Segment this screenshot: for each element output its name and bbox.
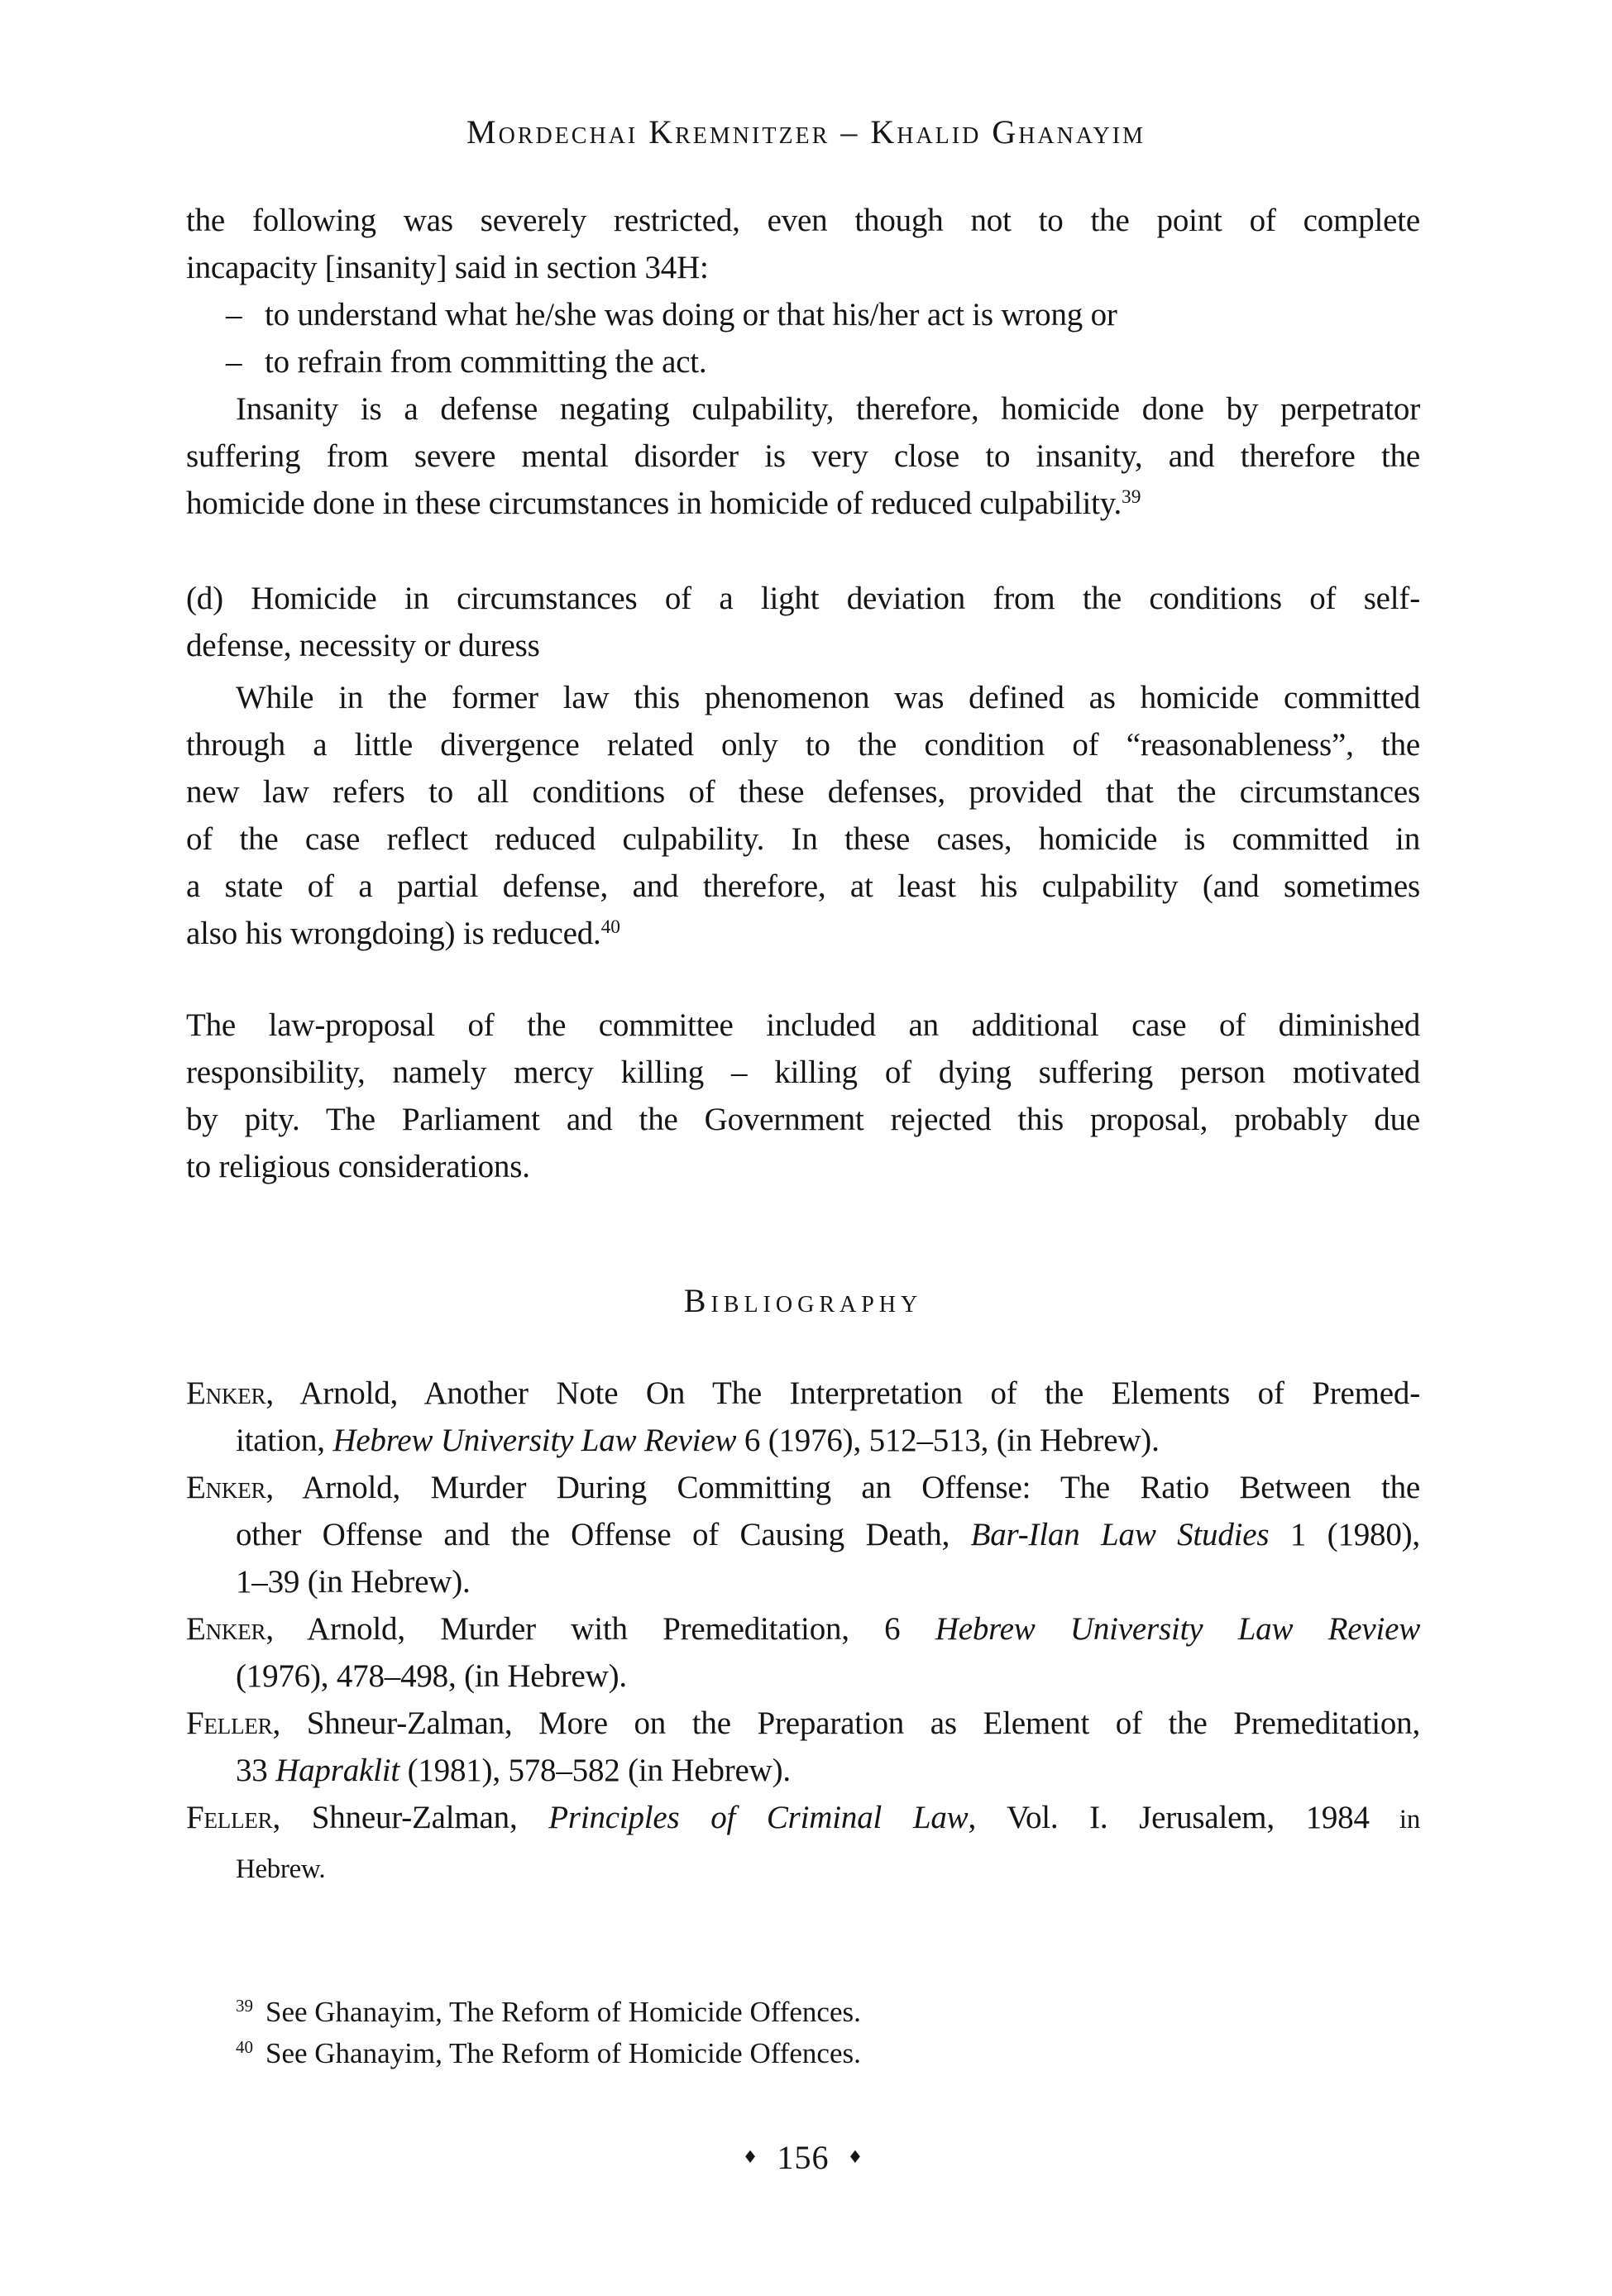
text-segment: in — [1369, 1805, 1420, 1834]
text-line — [186, 1558, 1420, 1605]
text-segment: See Ghanayim, The Reform of Homicide Offences. — [265, 1996, 861, 2028]
footnote-marker: 39 — [1122, 486, 1141, 509]
text-segment: Hebrew University Law Review — [935, 1611, 1421, 1647]
text-line — [186, 622, 1420, 669]
text-segment: a state of a partial defense, and therefore, at least his culpability (and sometimes — [186, 868, 1420, 904]
text-segment: Hebrew University Law Review — [332, 1423, 737, 1458]
text-line — [186, 197, 1420, 244]
text-segment: homicide done in these circumstances in homicide of reduced culpability. — [186, 486, 1122, 521]
paragraph-law-proposal — [186, 1002, 1420, 1190]
text-segment: Hapraklit — [275, 1753, 400, 1788]
text-segment: , Shneur-Zalman, More on the Preparation as Element of the Premeditation, — [272, 1705, 1420, 1741]
paragraph-insanity — [186, 385, 1420, 532]
text-segment: to refrain from committing the act. — [265, 344, 707, 380]
text-segment: to understand what he/she was doing or that his/her act is wrong or — [265, 297, 1117, 332]
text-segment: Enker — [186, 1375, 266, 1411]
paragraph-intro — [186, 197, 1420, 291]
text-segment: Enker — [186, 1611, 266, 1647]
text-segment: defense, necessity or duress — [186, 628, 540, 663]
diamond-ornament-left: ♦ — [742, 2147, 759, 2167]
dash-marker: – — [226, 344, 242, 380]
footnotes — [186, 1993, 1420, 2076]
bibliography-entry — [186, 1700, 1420, 1794]
text-segment: Feller — [186, 1705, 273, 1741]
text-segment: The law-proposal of the committee included an additional case of diminished — [186, 1007, 1420, 1043]
running-head: Mordechai Kremnitzer – Khalid Ghanayim — [466, 113, 1146, 151]
text-line — [186, 1747, 1420, 1794]
text-segment: Enker — [186, 1470, 266, 1505]
text-segment: Feller — [186, 1800, 273, 1835]
text-line — [186, 1143, 1420, 1190]
text-segment: Bar-Ilan Law Studies — [970, 1517, 1270, 1552]
text-segment: , Arnold, Another Note On The Interpretation of the Elements of Premed- — [265, 1375, 1420, 1411]
text-line — [186, 1794, 1420, 1844]
text-segment: (d) Homicide in circumstances of a light deviation from the conditions of self- — [186, 581, 1420, 616]
text-segment: other Offense and the Offense of Causing Death, — [236, 1517, 971, 1552]
text-line — [186, 291, 1420, 338]
text-segment: , Arnold, Murder with Premeditation, 6 — [265, 1611, 935, 1647]
text-segment: new law refers to all conditions of these defenses, provided that the circumstances — [186, 774, 1420, 810]
text-segment: (1981), 578–582 (in Hebrew). — [399, 1753, 791, 1788]
bibliography-entry — [186, 1605, 1420, 1700]
page-number — [186, 2134, 1420, 2187]
text-segment: itation, — [236, 1423, 333, 1458]
text-segment: incapacity [insanity] said in section 34H: — [186, 250, 709, 285]
paragraph-while-former-law — [186, 674, 1420, 962]
text-line — [186, 1464, 1420, 1511]
text-body — [186, 197, 1420, 2187]
text-segment: , Shneur-Zalman, — [272, 1800, 549, 1835]
bibliography-entry — [186, 1794, 1420, 1893]
text-line — [186, 480, 1420, 532]
text-segment: the following was severely restricted, even though not to the point of complete — [186, 203, 1420, 238]
text-line — [186, 721, 1420, 768]
bibliography-entry — [186, 1464, 1420, 1605]
text-line — [186, 244, 1420, 291]
text-line — [186, 575, 1420, 622]
text-line — [186, 863, 1420, 910]
text-segment: of the case reflect reduced culpability. In these cases, homicide is committed in — [186, 821, 1420, 857]
text-segment: to religious considerations. — [186, 1149, 530, 1184]
text-line — [186, 338, 1420, 385]
text-segment: 1 (1980), — [1269, 1517, 1420, 1552]
text-line — [186, 385, 1420, 433]
text-line — [186, 1417, 1420, 1464]
text-line — [186, 1002, 1420, 1049]
text-line — [186, 674, 1420, 721]
text-line — [186, 1096, 1420, 1143]
text-line — [186, 1049, 1420, 1096]
bibliography-entry — [186, 1370, 1420, 1464]
text-line — [186, 1605, 1420, 1653]
text-line — [186, 910, 1420, 962]
text-line — [186, 768, 1420, 816]
footnote-marker: 39 — [236, 1996, 253, 2016]
text-segment: 33 — [236, 1753, 276, 1788]
footnote-marker: 40 — [236, 2037, 253, 2058]
text-segment: also his wrongdoing) is reduced. — [186, 916, 601, 951]
text-segment: 1–39 (in Hebrew). — [236, 1564, 471, 1600]
dash-list — [186, 291, 1420, 385]
text-segment: (1976), 478–498, (in Hebrew). — [236, 1658, 627, 1694]
footnote-marker: 40 — [600, 916, 620, 939]
diamond-ornament-right: ♦ — [847, 2147, 864, 2167]
text-segment: Principles of Criminal Law — [548, 1800, 969, 1835]
text-segment: , Vol. I. Jerusalem, 1984 — [968, 1800, 1370, 1835]
text-segment: 6 (1976), 512–513, (in Hebrew). — [736, 1423, 1160, 1458]
text-segment: , Arnold, Murder During Committing an Offense: The Ratio Between the — [265, 1470, 1420, 1505]
section-d-heading — [186, 575, 1420, 669]
text-segment: responsibility, namely mercy killing – killing of dying suffering person motivated — [186, 1055, 1420, 1090]
bibliography-heading: Bibliography — [683, 1282, 923, 1319]
text-line — [186, 1700, 1420, 1747]
text-segment: through a little divergence related only to the condition of “reasonableness”, the — [186, 727, 1420, 763]
page-number-value: 156 — [777, 2139, 830, 2176]
text-segment: See Ghanayim, The Reform of Homicide Offences. — [265, 2037, 861, 2069]
text-segment: Hebrew. — [236, 1854, 326, 1884]
text-line — [186, 1993, 1420, 2035]
text-line — [186, 1844, 1420, 1893]
text-line — [186, 1653, 1420, 1700]
text-segment: Insanity is a defense negating culpability, therefore, homicide done by perpetrator — [236, 391, 1420, 427]
text-line — [186, 816, 1420, 863]
text-line — [186, 2035, 1420, 2076]
text-segment: While in the former law this phenomenon was defined as homicide committed — [236, 680, 1420, 715]
bibliography-entries — [186, 1370, 1420, 1893]
text-line — [186, 433, 1420, 480]
text-line — [186, 1370, 1420, 1417]
dash-marker: – — [226, 297, 242, 332]
text-line — [186, 1511, 1420, 1558]
text-segment: by pity. The Parliament and the Government rejected this proposal, probably due — [186, 1102, 1420, 1137]
text-segment: suffering from severe mental disorder is very close to insanity, and therefore the — [186, 438, 1420, 474]
